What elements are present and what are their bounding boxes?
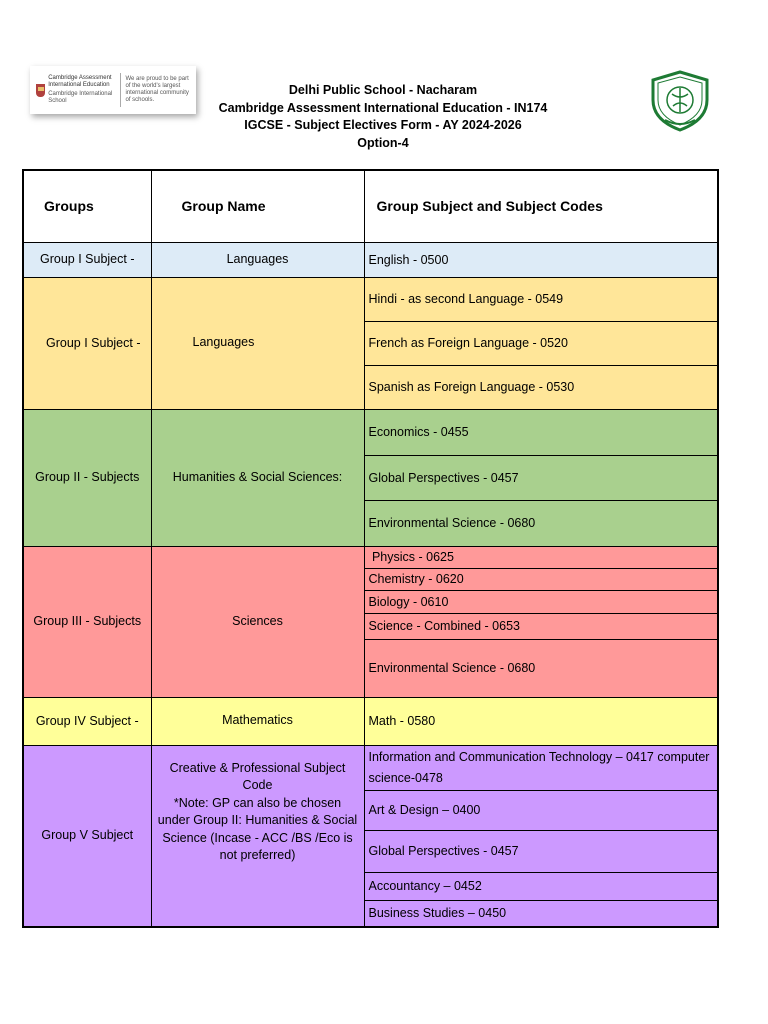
subject-item: Environmental Science - 0680 <box>364 639 718 697</box>
subject-item: Accountancy – 0452 <box>364 872 718 900</box>
form-header <box>180 82 586 152</box>
table-row <box>23 277 718 321</box>
group-name: Languages <box>151 277 364 409</box>
subject-item: Biology - 0610 <box>364 590 718 613</box>
group-label: Group V Subject <box>23 745 151 927</box>
subject-item: English - 0500 <box>364 242 718 277</box>
subject-item: Art & Design – 0400 <box>364 790 718 830</box>
dps-crest-icon <box>645 70 715 132</box>
subject-item: Science - Combined - 0653 <box>364 613 718 639</box>
subject-electives-table <box>22 169 719 928</box>
cambridge-tagline: We are proud to be part of the world's largest international community of schools. <box>125 76 189 103</box>
group-label: Group I Subject - <box>23 277 151 409</box>
table-row <box>23 409 718 455</box>
subject-item: Business Studies – 0450 <box>364 900 718 927</box>
table-row <box>23 242 718 277</box>
board-name: Cambridge Assessment International Education - IN174 <box>218 100 548 115</box>
group-note: *Note: GP can also be chosen under Group II: Humanities & Social Science (Incase - ACC /BS /Eco is not preferred) <box>157 795 358 862</box>
cambridge-school: Cambridge International School <box>48 91 113 104</box>
cambridge-org-name <box>48 75 114 105</box>
header-group-name: Group Name <box>151 170 364 242</box>
subject-item: Hindi - as second Language - 0549 <box>364 277 718 321</box>
header-subject-codes: Group Subject and Subject Codes <box>364 170 718 242</box>
group-name-cell <box>151 745 364 927</box>
subject-item: Global Perspectives - 0457 <box>364 830 718 872</box>
subject-item: Global Perspectives - 0457 <box>364 455 718 500</box>
group-name: Humanities & Social Sciences: <box>151 409 364 546</box>
group-label: Group IV Subject - <box>23 697 151 745</box>
subject-item: Economics - 0455 <box>364 409 718 455</box>
subject-item: Physics - 0625 <box>364 546 718 568</box>
logo-divider <box>120 73 121 107</box>
cambridge-org-line1: Cambridge Assessment <box>48 75 112 81</box>
cambridge-logo <box>30 66 196 114</box>
table-row <box>23 745 718 790</box>
table-row <box>23 697 718 745</box>
table-header-row <box>23 170 718 242</box>
subject-item: Environmental Science - 0680 <box>364 500 718 546</box>
header-groups: Groups <box>23 170 151 242</box>
group-label: Group I Subject - <box>23 242 151 277</box>
form-title: IGCSE - Subject Electives Form - AY 2024-2026 <box>244 118 522 132</box>
group-name: Sciences <box>151 546 364 697</box>
subject-item: Information and Communication Technology – 0417 computer science-0478 <box>364 745 718 790</box>
subject-item: Chemistry - 0620 <box>364 568 718 590</box>
group-label: Group II - Subjects <box>23 409 151 546</box>
subject-item: French as Foreign Language - 0520 <box>364 321 718 365</box>
group-name: Creative & Professional Subject Code <box>169 760 346 792</box>
subject-item: Math - 0580 <box>364 697 718 745</box>
cambridge-org-line2: International Education <box>48 82 110 88</box>
school-name: Delhi Public School - Nacharam <box>288 83 478 97</box>
option-label: Option-4 <box>357 135 409 150</box>
table-row <box>23 546 718 568</box>
group-name: Languages <box>151 242 364 277</box>
subject-item: Spanish as Foreign Language - 0530 <box>364 365 718 409</box>
cambridge-shield-icon <box>36 84 45 97</box>
group-name: Mathematics <box>151 697 364 745</box>
group-label: Group III - Subjects <box>23 546 151 697</box>
